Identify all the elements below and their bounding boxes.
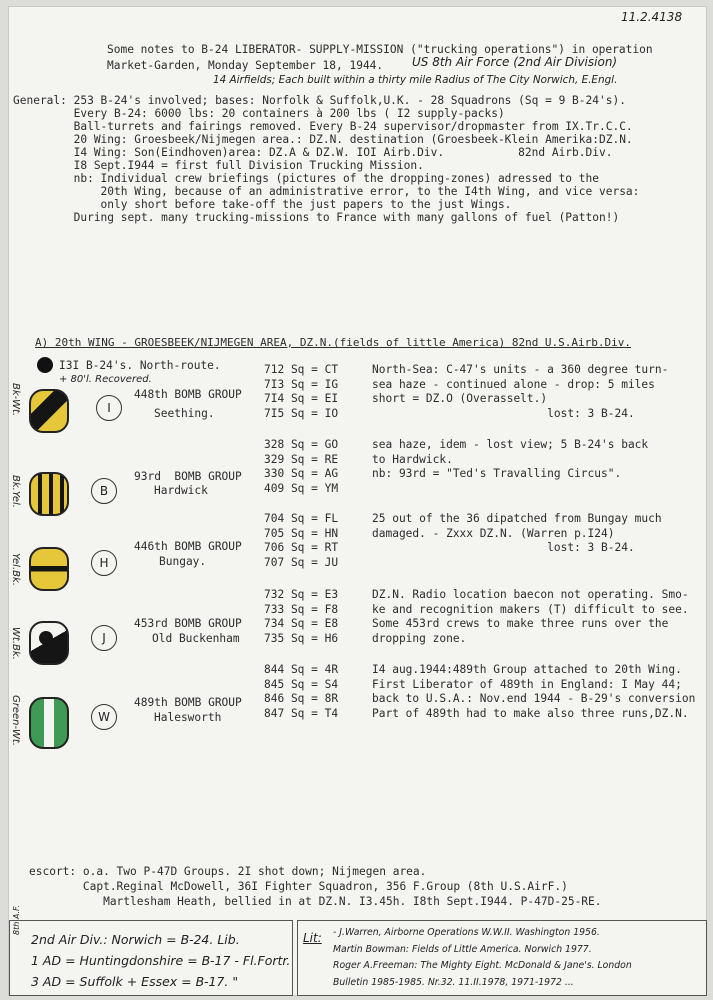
header-line-1: Some notes to B-24 LIBERATOR- SUPPLY-MISSION ("trucking operations") in operation: [107, 43, 653, 56]
general-line: only short before take-off the just papers to the just Wings.: [13, 198, 512, 211]
general-line: I8 Sept.I944 = first full Division Trucking Mission.: [13, 159, 424, 172]
squadron: 735 Sq = H6: [264, 631, 339, 645]
squadron-list: [264, 512, 338, 570]
air-divisions-list: [31, 929, 290, 992]
general-line: 20 Wing: Groesbeek/Nijmegen area.: DZ.N. destination (Groesbeek-Klein Amerika:DZ.N.: [13, 133, 633, 146]
note-line: short = DZ.O (Overasselt.): [372, 392, 548, 405]
route-handwritten: + 80'l. Recovered.: [59, 374, 152, 385]
squadron: 846 Sq = 8R: [264, 692, 339, 705]
general-line: General: 253 B-24's involved; bases: Norfolk & Suffolk,U.K. - 28 Squadrons (Sq = 9 B-24's).: [13, 94, 626, 107]
note-line: DZ.N. Radio location baecon not operating. Smo-: [372, 588, 689, 601]
group-notes: [372, 438, 648, 482]
literature-item: Roger A.Freeman: The Mighty Eight. McDonald & Jane's. London: [333, 960, 632, 971]
squadron: 7I4 Sq = EI: [264, 392, 339, 405]
group-name: 489th BOMB GROUP: [134, 696, 242, 709]
document-number: 11.2.4138: [621, 10, 683, 24]
group-name: 93rd BOMB GROUP: [134, 470, 242, 483]
note-line: to Hardwick.: [372, 452, 453, 466]
group-letter-badge: W: [91, 704, 117, 730]
general-line: Every B-24: 6000 lbs: 20 containers à 200 lbs ( I2 supply-packs): [13, 107, 505, 120]
squadron: 704 Sq = FL: [264, 512, 339, 525]
group-color-label: Bk-Wt.: [10, 383, 21, 417]
group-notes: [372, 363, 668, 421]
note-line: lost: 3 B-24.: [372, 406, 635, 420]
squadron: 409 Sq = YM: [264, 481, 339, 495]
note-line: I4 aug.1944:489th Group attached to 20th Wing.: [372, 663, 682, 676]
escort-line: Capt.Reginal McDowell, 36I Fighter Squadron, 356 F.Group (8th U.S.AirF.): [29, 880, 568, 893]
route-dot-icon: [37, 357, 53, 373]
group-letter-badge: B: [91, 478, 117, 504]
group-notes: [372, 588, 689, 646]
group-name: 453rd BOMB GROUP: [134, 617, 242, 630]
squadron-list: [264, 363, 338, 421]
tail-marking-446th-icon: [29, 547, 69, 591]
general-line: During sept. many trucking-missions to France with many gallons of fuel (Patton!): [13, 211, 620, 224]
group-place: Seething.: [154, 407, 215, 420]
note-line: nb: 93rd = "Ted's Travalling Circus".: [372, 467, 622, 480]
note-line: damaged. - Zxxx DZ.N. (Warren p.I24): [372, 526, 615, 540]
squadron: 7I3 Sq = IG: [264, 377, 339, 391]
squadron: 707 Sq = JU: [264, 555, 339, 569]
note-line: Part of 489th had to make also three runs,DZ.N.: [372, 706, 689, 720]
squadron: 7I5 Sq = IO: [264, 406, 339, 420]
note-line: 25 out of the 36 dipatched from Bungay much: [372, 512, 662, 525]
escort-line: Martlesham Heath, bellied in at DZ.N. I3.45h. I8th Sept.I944. P-47D-25-RE.: [29, 895, 602, 908]
group-place: Bungay.: [159, 555, 207, 568]
group-letter-badge: H: [91, 550, 117, 576]
division-line: 2nd Air Div.: Norwich = B-24. Lib.: [31, 932, 240, 947]
literature-item: - J.Warren, Airborne Operations W.W.II. Washington 1956.: [333, 927, 600, 938]
squadron: 330 Sq = AG: [264, 467, 339, 480]
squadron: 732 Sq = E3: [264, 588, 339, 601]
route-text: I3I B-24's. North-route.: [59, 359, 221, 372]
squadron: 329 Sq = RE: [264, 452, 339, 466]
literature-item: Martin Bowman: Fields of Little America. Norwich 1977.: [333, 943, 592, 955]
literature-list: [333, 925, 632, 991]
squadron-list: [264, 663, 338, 721]
general-line: nb: Individual crew briefings (pictures of the dropping-zones) adressed to the: [13, 172, 599, 185]
group-notes: [372, 512, 662, 556]
general-line: Ball-turrets and fairings removed. Every B-24 supervisor/dropmaster from IX.Tr.C.C.: [13, 120, 633, 133]
squadron-list: [264, 588, 338, 646]
note-line: First Liberator of 489th in England: I May 44;: [372, 677, 682, 691]
note-line: Some 453rd crews to make three runs over the: [372, 617, 669, 630]
note-line: North-Sea: C-47's units - a 360 degree turn-: [372, 363, 669, 376]
header-handwritten-1: US 8th Air Force (2nd Air Division): [412, 55, 618, 69]
escort-line: escort: o.a. Two P-47D Groups. 2I shot down; Nijmegen area.: [29, 865, 427, 878]
tail-marking-dot: [39, 631, 53, 645]
squadron: 844 Sq = 4R: [264, 663, 339, 676]
group-name: 446th BOMB GROUP: [134, 540, 242, 553]
division-line: 1 AD = Huntingdonshire = B-17 - Fl.Fortr.: [31, 953, 291, 968]
group-place: Hardwick: [154, 484, 208, 497]
general-notes: [13, 94, 639, 224]
section-title: A) 20th WING - GROESBEEK/NIJMEGEN AREA, DZ.N.(fields of little America) 82nd U.S.Airb.Div.: [35, 336, 632, 349]
group-color-label: Wt.Bk.: [10, 627, 21, 660]
squadron: 328 Sq = GO: [264, 438, 339, 451]
tail-marking-448th-icon: [29, 389, 69, 433]
group-place: Halesworth: [154, 711, 222, 724]
squadron-list: [264, 438, 338, 496]
group-letter-badge: I: [96, 395, 122, 421]
tail-marking-453rd-icon: [29, 621, 69, 665]
document-page: [8, 6, 707, 996]
group-letter-badge: J: [91, 625, 117, 651]
note-line: sea haze, idem - lost view; 5 B-24's back: [372, 438, 649, 451]
escort-notes: [29, 864, 602, 909]
group-notes: [372, 663, 695, 721]
squadron: 712 Sq = CT: [264, 363, 339, 376]
squadron: 845 Sq = S4: [264, 677, 339, 691]
literature-item: Bulletin 1985-1985. Nr.32. 11.II.1978, 1971-1972 ...: [333, 976, 574, 988]
header-line-2: Market-Garden, Monday September 18, 1944.: [107, 59, 384, 72]
group-color-label: Yel.Bk.: [10, 553, 21, 586]
group-color-label: Bk.Yel.: [10, 475, 21, 508]
group-color-label: Green-Wt.: [10, 695, 21, 746]
squadron: 706 Sq = RT: [264, 541, 339, 554]
note-line: lost: 3 B-24.: [372, 541, 635, 554]
group-place: Old Buckenham: [152, 632, 240, 645]
squadron: 847 Sq = T4: [264, 706, 339, 720]
note-line: ke and recognition makers (T) difficult to see.: [372, 602, 689, 616]
note-line: sea haze - continued alone - drop: 5 miles: [372, 377, 655, 391]
literature-label: Lit:: [303, 931, 322, 945]
header-handwritten-2: 14 Airfields; Each built within a thirty mile Radius of The City Norwich, E.Engl.: [213, 74, 618, 86]
general-line: 20th Wing, because of an administrative error, to the I4th Wing, and vice versa:: [13, 185, 640, 198]
group-name: 448th BOMB GROUP: [134, 388, 242, 401]
divisions-brace-label: 8th A.F.: [12, 904, 21, 935]
note-line: dropping zone.: [372, 631, 467, 645]
squadron: 733 Sq = F8: [264, 602, 339, 616]
squadron: 734 Sq = E8: [264, 617, 339, 630]
tail-marking-93rd-icon: [29, 472, 69, 516]
squadron: 705 Sq = HN: [264, 526, 339, 540]
division-line: 3 AD = Suffolk + Essex = B-17. ": [31, 974, 239, 989]
note-line: back to U.S.A.: Nov.end 1944 - B-29's conversion: [372, 692, 696, 705]
tail-marking-489th-icon: [29, 697, 69, 749]
general-line: I4 Wing: Son(Eindhoven)area: DZ.A & DZ.W. IOI Airb.Div. 82nd Airb.Div.: [13, 146, 613, 159]
